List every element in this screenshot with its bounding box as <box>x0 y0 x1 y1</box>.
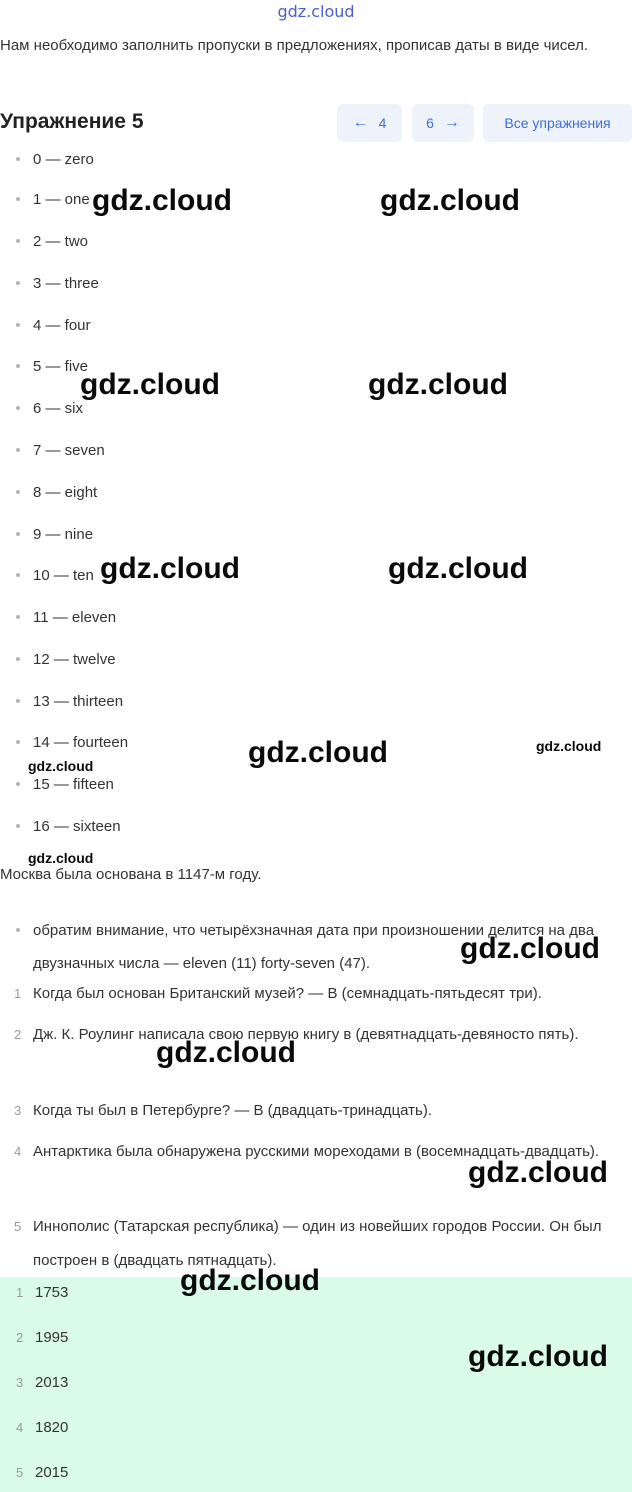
list-item <box>0 393 83 423</box>
question-number: 2 <box>14 1027 22 1042</box>
list-item-text: 4 — four <box>33 316 91 334</box>
list-item-text: 14 — fourteen <box>33 733 129 751</box>
watermark: gdz.cloud <box>92 184 232 217</box>
bullet-icon <box>16 699 20 703</box>
arrow-left-icon: ← <box>352 114 369 131</box>
bullet-icon <box>16 657 20 661</box>
list-item <box>0 268 99 298</box>
list-item-text: 9 — nine <box>33 525 94 543</box>
watermark: gdz.cloud <box>388 552 528 585</box>
answer-number: 3 <box>16 1375 24 1390</box>
bullet-icon <box>16 928 20 932</box>
answer-value: 1753 <box>35 1284 69 1301</box>
answer-value: 2015 <box>35 1464 69 1481</box>
task-description: Нам необходимо заполнить пропуски в предложениях, прописав даты в виде чисел. <box>0 37 589 54</box>
bullet-icon <box>16 323 20 327</box>
list-item <box>0 477 97 507</box>
next-exercise-label: 6 <box>426 115 434 131</box>
prev-exercise-label: 4 <box>378 115 387 131</box>
list-item-text: 5 — five <box>33 357 89 375</box>
watermark: gdz.cloud <box>180 1264 320 1297</box>
watermark: gdz.cloud <box>28 850 94 866</box>
answer-number: 4 <box>16 1420 24 1435</box>
question-text: Когда ты был в Петербурге? — В (двадцать-тринадцать). <box>33 1102 433 1119</box>
answer-value: 2013 <box>35 1374 69 1391</box>
question-text: Дж. К. Роулинг написала свою первую книгу в (девятнадцать-девяносто пять). <box>33 1026 579 1043</box>
answer-number: 2 <box>16 1330 24 1345</box>
answer-row <box>0 1457 632 1491</box>
list-item <box>0 184 90 214</box>
all-exercises-label: Все упражнения <box>504 115 611 131</box>
bullet-icon <box>16 448 20 452</box>
list-item <box>0 351 88 381</box>
watermark: gdz.cloud <box>380 184 520 217</box>
question-text: Когда был основан Британский музей? — В (семнадцать-пятьдесят три). <box>33 985 542 1002</box>
bullet-icon <box>16 281 20 285</box>
list-item-text: 7 — seven <box>33 441 105 459</box>
list-item <box>0 310 91 340</box>
site-logo[interactable]: gdz.cloud <box>277 2 355 21</box>
question-text: Антарктика была обнаружена русскими мореходами в (восемнадцать-двадцать). <box>33 1143 600 1160</box>
watermark: gdz.cloud <box>468 1340 608 1373</box>
list-item <box>0 519 93 549</box>
list-item <box>0 226 88 256</box>
arrow-right-icon: → <box>443 114 460 131</box>
list-item <box>0 686 123 716</box>
list-item <box>0 602 116 632</box>
watermark: gdz.cloud <box>460 932 600 965</box>
list-item-text: 0 — zero <box>33 150 94 168</box>
list-item <box>0 560 94 590</box>
list-item <box>0 144 94 174</box>
watermark: gdz.cloud <box>368 368 508 401</box>
example-sentence: Москва была основана в 1147-м году. <box>0 866 262 883</box>
bullet-icon <box>16 740 20 744</box>
bullet-icon <box>16 239 20 243</box>
list-item-text: 2 — two <box>33 232 89 250</box>
question-number: 1 <box>14 986 22 1001</box>
watermark: gdz.cloud <box>28 758 94 774</box>
list-item-text: 15 — fifteen <box>33 775 114 793</box>
bullet-icon <box>16 197 20 201</box>
answer-number: 1 <box>16 1285 24 1300</box>
watermark: gdz.cloud <box>248 736 388 769</box>
next-exercise-button[interactable] <box>412 104 474 142</box>
answer-number: 5 <box>16 1465 24 1480</box>
answer-value: 1995 <box>35 1329 69 1346</box>
list-item-text: 13 — thirteen <box>33 692 124 710</box>
bullet-icon <box>16 406 20 410</box>
answer-row <box>0 1412 632 1446</box>
bullet-icon <box>16 615 20 619</box>
watermark: gdz.cloud <box>536 738 602 754</box>
watermark: gdz.cloud <box>100 552 240 585</box>
question-text: Иннополис (Татарская республика) — один из новейших городов России. Он был построен в (двадцать пятнадцать). <box>33 1218 602 1269</box>
note-text: обратим внимание, что четырёхзначная дата при произношении делится на два двузначных числа — eleven (11) forty-seven (47). <box>33 922 595 972</box>
list-item-text: 12 — twelve <box>33 650 116 668</box>
list-item-text: 11 — eleven <box>33 608 117 626</box>
list-item-text: 6 — six <box>33 399 84 417</box>
bullet-icon <box>16 532 20 536</box>
question-number: 5 <box>14 1219 22 1234</box>
list-item-text: 1 — one <box>33 190 90 208</box>
list-item <box>0 644 116 674</box>
bullet-icon <box>16 573 20 577</box>
bullet-icon <box>16 782 20 786</box>
bullet-icon <box>16 490 20 494</box>
list-item-text: 3 — three <box>33 274 99 292</box>
list-item-text: 8 — eight <box>33 483 98 501</box>
exercise-header <box>0 104 632 144</box>
watermark: gdz.cloud <box>156 1036 296 1069</box>
list-item-text: 10 — ten <box>33 566 94 584</box>
list-item <box>0 727 128 757</box>
list-item <box>0 435 105 465</box>
all-exercises-button[interactable] <box>483 104 632 142</box>
list-item-text: 16 — sixteen <box>33 817 121 835</box>
watermark: gdz.cloud <box>80 368 220 401</box>
bullet-icon <box>16 364 20 368</box>
answers-block <box>0 1277 632 1492</box>
list-item <box>0 811 121 841</box>
question-number: 3 <box>14 1103 22 1118</box>
question-number: 4 <box>14 1144 22 1159</box>
bullet-icon <box>16 824 20 828</box>
prev-exercise-button[interactable] <box>337 104 402 142</box>
answer-value: 1820 <box>35 1419 69 1436</box>
bullet-icon <box>16 157 20 161</box>
exercise-title: Упражнение 5 <box>0 110 144 133</box>
watermark: gdz.cloud <box>468 1156 608 1189</box>
